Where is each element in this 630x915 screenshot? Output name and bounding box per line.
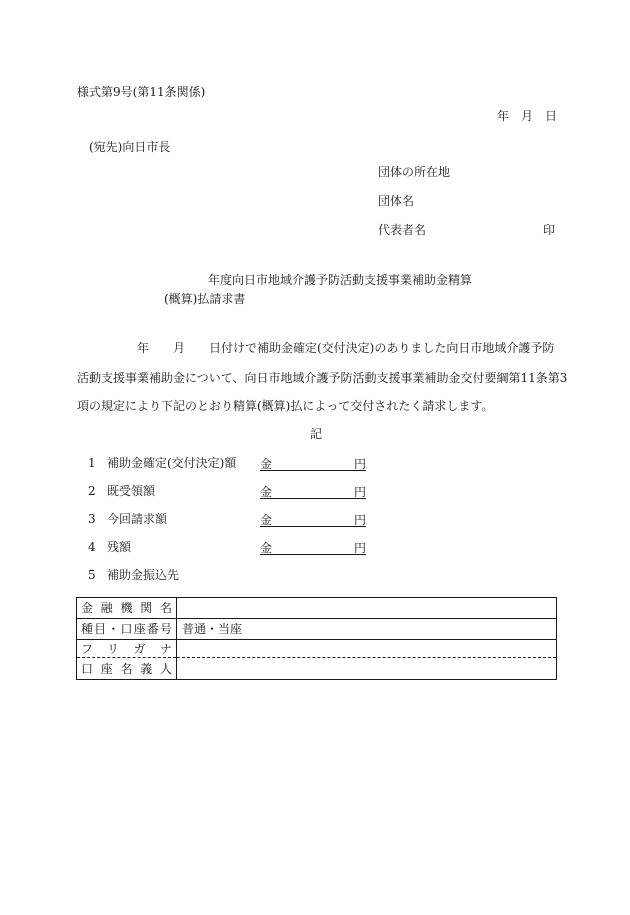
item-number: 5 bbox=[88, 568, 96, 582]
amount-prefix: 金 bbox=[260, 457, 273, 471]
table-row bbox=[77, 640, 557, 658]
item-label-bank-destination: 補助金振込先 bbox=[107, 568, 180, 582]
item-number: 2 bbox=[88, 484, 96, 498]
furigana-label: フリガナ bbox=[77, 640, 177, 658]
item-number: 1 bbox=[88, 456, 96, 470]
amount-unit: 円 bbox=[353, 457, 366, 471]
item-label-request-amount: 今回請求額 bbox=[107, 512, 168, 526]
account-holder-label: 口座名義人 bbox=[77, 658, 177, 680]
amount-field-confirmed[interactable] bbox=[260, 455, 366, 471]
bank-name-field[interactable] bbox=[177, 598, 557, 619]
bank-name-label: 金融機関名 bbox=[77, 598, 177, 619]
amount-field-request[interactable] bbox=[260, 511, 366, 527]
account-type-number-field[interactable]: 普通・当座 bbox=[177, 619, 557, 640]
amount-prefix: 金 bbox=[260, 541, 273, 555]
document-title-line2: (概算)払請求書 bbox=[164, 292, 246, 306]
bank-account-table bbox=[76, 597, 557, 680]
furigana-field[interactable] bbox=[177, 640, 557, 658]
table-row bbox=[77, 598, 557, 619]
amount-field-received[interactable] bbox=[260, 483, 366, 499]
body-line-3: 項の規定により下記のとおり精算(概算)払によって交付されたく請求します。 bbox=[77, 399, 494, 413]
account-type-number-label: 種目・口座番号 bbox=[77, 619, 177, 640]
body-line-1: 年 月 日付けで補助金確定(交付決定)のありました向日市地域介護予防 bbox=[137, 341, 555, 355]
body-line-2: 活動支援事業補助金について、向日市地域介護予防活動支援事業補助金交付要綱第11条第3 bbox=[77, 371, 568, 385]
addressee: (宛先)向日市長 bbox=[89, 140, 171, 154]
amount-prefix: 金 bbox=[260, 485, 273, 499]
item-number: 3 bbox=[88, 512, 96, 526]
document-title-line1: 年度向日市地域介護予防活動支援事業補助金精算 bbox=[208, 273, 473, 287]
amount-unit: 円 bbox=[353, 513, 366, 527]
item-label-balance: 残額 bbox=[107, 540, 132, 554]
form-number: 様式第9号(第11条関係) bbox=[77, 85, 206, 99]
amount-prefix: 金 bbox=[260, 513, 273, 527]
item-label-confirmed-amount: 補助金確定(交付決定)額 bbox=[107, 456, 237, 470]
ki-heading: 記 bbox=[310, 427, 323, 441]
amount-unit: 円 bbox=[353, 485, 366, 499]
applicant-name-label: 団体名 bbox=[378, 194, 415, 208]
item-label-received-amount: 既受領額 bbox=[107, 484, 156, 498]
item-number: 4 bbox=[88, 540, 96, 554]
amount-unit: 円 bbox=[353, 541, 366, 555]
table-row bbox=[77, 658, 557, 680]
table-row bbox=[77, 619, 557, 640]
applicant-representative-label: 代表者名 bbox=[378, 223, 427, 237]
applicant-address-label: 団体の所在地 bbox=[378, 165, 451, 179]
account-holder-field[interactable] bbox=[177, 658, 557, 680]
seal-mark: 印 bbox=[543, 223, 556, 237]
date-line: 年 月 日 bbox=[496, 109, 557, 123]
amount-field-balance[interactable] bbox=[260, 539, 366, 555]
